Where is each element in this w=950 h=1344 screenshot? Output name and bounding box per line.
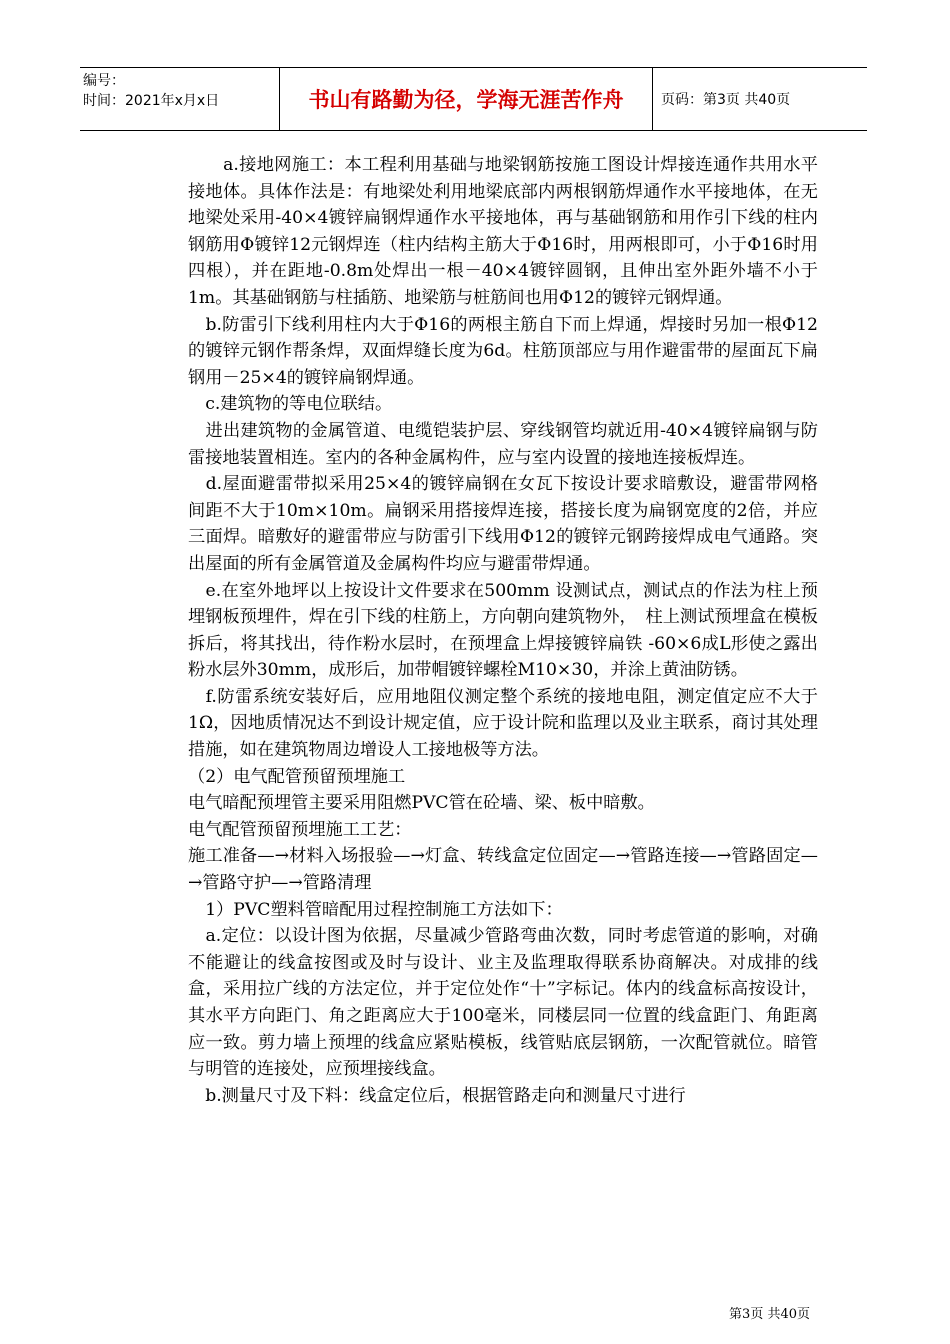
paragraph: 进出建筑物的金属管道、电缆铠装护层、穿线钢管均就近用-40×4镀锌扁钢与防雷接地装置相连。室内的各种金属构件，应与室内设置的接地连接板焊连。 (188, 420, 818, 468)
page-footer: 第3页 共40页 (729, 1307, 810, 1322)
paragraph: a.接地网施工：本工程利用基础与地梁钢筋按施工图设计焊接连通作共用水平接地体。具体作法是：有地梁处利用地梁底部内两根钢筋焊通作水平接地体，在无地梁处采用-40×4镀锌扁钢焊通作水平接地体，再与基础钢筋和用作引下线的柱内钢筋用Φ镀锌12元钢焊连（柱内结构主筋大于Φ16时，用两根即可，小于Φ16时用四根），并在距地-0.8m处焊出一根－40×4镀锌圆钢，且伸出室外距外墙不小于1m。其基础钢筋与柱插筋、地梁筋与桩筋间也用Φ12的镀锌元钢焊通。 (188, 155, 818, 308)
header-left-cell (80, 68, 280, 130)
document-date-label: 时间：2021年x月x日 (83, 93, 220, 109)
paragraph: c.建筑物的等电位联结。 (188, 394, 393, 415)
paragraph: e.在室外地坪以上按设计文件要求在500mm 设测试点，测试点的作法为柱上预埋钢板预埋件，焊在引下线的柱筋上，方向朝向建筑物外， 柱上测试预埋盒在模板拆后，将其找出，待作粉水层时，在预埋盒上焊接镀锌扁铁 -60×6成L形使之露出粉水层外30mm，成形后，加带帽镀锌螺栓M10×30，并涂上黄油防锈。 (188, 580, 818, 681)
process-flow: 施工准备—→材料入场报验—→灯盒、转线盒定位固定—→管路连接—→管路固定—→管路守护—→管路清理 (188, 846, 818, 894)
header-motto: 书山有路勤为径，学海无涯苦作舟 (280, 68, 653, 130)
section-heading: （2）电气配管预留预埋施工 (188, 766, 406, 787)
paragraph: b.防雷引下线利用柱内大于Φ16的两根主筋自下而上焊通，焊接时另加一根Φ12的镀锌元钢作帮条焊，双面焊缝长度为6d。柱筋顶部应与用作避雷带的屋面瓦下扁钢用－25×4的镀锌扁钢焊通。 (188, 314, 818, 388)
paragraph: 电气暗配预埋管主要采用阻燃PVC管在砼墙、梁、板中暗敷。 (188, 793, 655, 814)
paragraph: d.屋面避雷带拟采用25×4的镀锌扁钢在女瓦下按设计要求暗敷设，避雷带网格间距不大于10m×10m。扁钢采用搭接焊连接，搭接长度为扁钢宽度的2倍，并应三面焊。暗敷好的避雷带应与防雷引下线用Φ12的镀锌元钢跨接焊成电气通路。突出屋面的所有金属管道及金属构件均应与避雷带焊通。 (188, 474, 818, 574)
paragraph: f.防雷系统安装好后，应用地阻仪测定整个系统的接地电阻，测定值定应不大于1Ω，因地质情况达不到设计规定值，应于设计院和监理以及业主联系，商讨其处理措施，如在建筑物周边增设人工接地极等方法。 (188, 686, 818, 761)
document-body (188, 152, 818, 1109)
subsection-heading: 1）PVC塑料管暗配用过程控制施工方法如下： (188, 899, 563, 920)
paragraph: 电气配管预留预埋施工工艺： (188, 819, 412, 840)
page-header (80, 67, 867, 131)
paragraph: b.测量尺寸及下料：线盒定位后，根据管路走向和测量尺寸进行 (188, 1085, 686, 1106)
document-number-label: 编号： (83, 73, 125, 89)
header-page-info: 页码：第3页 共40页 (661, 92, 791, 108)
paragraph: a.定位：以设计图为依据，尽量减少管路弯曲次数，同时考虑管道的影响，对确不能避让的线盒按图或及时与设计、业主及监理取得联系协商解决。对成排的线盒，采用拉广线的方法定位，并于定位处作“十”字标记。体内的线盒标高按设计，其水平方向距门、角之距离应大于100毫米，同楼层同一位置的线盒距门、角距离应一致。剪力墙上预埋的线盒应紧贴模板，线管贴底层钢筋，一次配管就位。暗管与明管的连接处，应预埋接线盒。 (188, 926, 818, 1080)
